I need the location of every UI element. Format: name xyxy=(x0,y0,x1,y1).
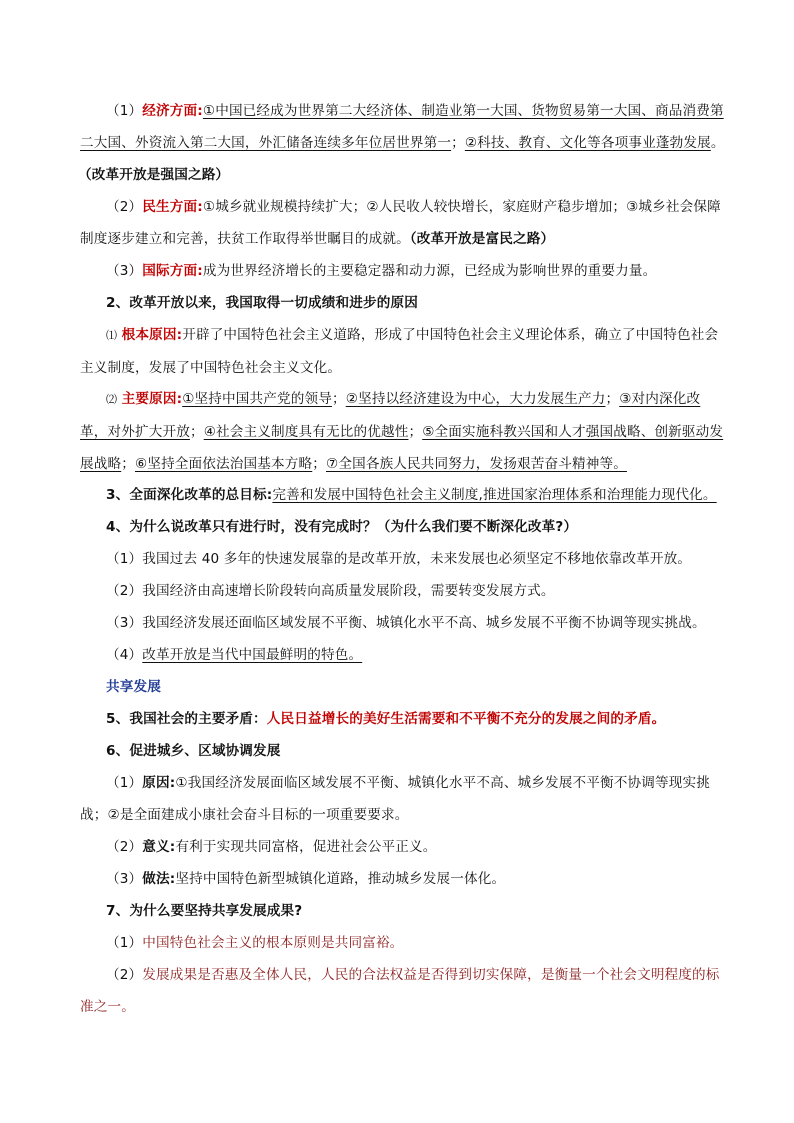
economy-achievement-2: ②科技、教育、文化等各项事业蓬勃发展 xyxy=(464,135,711,151)
item-number: （3） xyxy=(106,615,143,631)
item-label: 原因: xyxy=(142,775,176,791)
heading-4: 4、为什么说改革只有进行时，没有完成时？（为什么我们要不断深化改革?） xyxy=(106,519,578,535)
item-number: （3） xyxy=(106,263,143,279)
cause-item: ④社会主义制度具有无比的优越性 xyxy=(203,424,409,440)
label-main-cause: 主要原因: xyxy=(121,391,183,407)
cause-item: ⑤全面实施科教兴国和人才强国战略、创新驱动发展战略 xyxy=(80,424,724,472)
cause-item: ⑥坚持全面依法治国基本方略 xyxy=(134,456,313,472)
item-number: ⑵ xyxy=(106,393,118,406)
heading-3-text: 完善和发展中国特色社会主义制度,推进国家治理体系和治理能力现代化。 xyxy=(272,487,717,503)
item-text: 我国过去 40 多年的快速发展靠的是改革开放，未来发展也必须坚定不移地依靠改革开放。 xyxy=(142,551,692,567)
root-cause-text: 开辟了中国特色社会主义道路，形成了中国特色社会主义理论体系，确立了中国特色社会主义制度，发展了中国特色社会主义文化。 xyxy=(80,327,719,376)
para-international xyxy=(80,255,726,287)
separator: ； xyxy=(451,135,465,151)
q4-item-4 xyxy=(80,639,726,671)
item-text: 我国经济由高速增长阶段转向高质量发展阶段，需要转变发展方式。 xyxy=(142,583,555,599)
heading-3 xyxy=(80,479,726,511)
cause-item: ①坚持中国共产党的领导 xyxy=(182,391,332,407)
q6-item-1 xyxy=(80,767,726,831)
item-number: （2） xyxy=(106,839,143,855)
item-text: 改革开放是当代中国最鲜明的特色。 xyxy=(142,647,363,663)
separator: ； xyxy=(605,391,620,407)
item-text: 我国经济发展还面临区域发展不平衡、城镇化水平不高、城乡发展不平衡不协调等现实挑战。 xyxy=(142,615,706,631)
item-text: 坚持中国特色新型城镇化道路，推动城乡发展一体化。 xyxy=(175,871,506,887)
item-text: 发展成果是否惠及全体人民，人民的合法权益是否得到切实保障，是衡量一个社会文明程度的标准之一。 xyxy=(80,967,720,1015)
heading-5 xyxy=(80,703,726,735)
para-economy xyxy=(80,95,726,159)
item-number: （1） xyxy=(106,551,143,567)
label-root-cause: 根本原因: xyxy=(121,327,183,343)
heading-6: 6、促进城乡、区域协调发展 xyxy=(106,743,281,759)
cause-item: ②坚持以经济建设为中心，大力发展生产力 xyxy=(345,391,606,407)
item-label: 做法: xyxy=(142,871,176,887)
cause-item: ⑦全国各族人民共同努力，发扬艰苦奋斗精神等。 xyxy=(326,456,627,472)
item-number: （3） xyxy=(106,871,143,887)
q7-item-2 xyxy=(80,959,726,1023)
cause-item: ③对内深化改革，对外扩大开放 xyxy=(80,391,701,440)
item-number: （2） xyxy=(106,967,143,983)
label-international: 国际方面: xyxy=(142,263,203,279)
para-livelihood xyxy=(80,191,726,255)
separator: ； xyxy=(189,424,204,440)
item-text: ①我国经济发展面临区域发展不平衡、城镇化水平不高、城乡发展不平衡不协调等现实挑战；②是全面建成小康社会奋斗目标的一项重要要求。 xyxy=(80,775,710,823)
item-text: 中国特色社会主义的根本原则是共同富裕。 xyxy=(142,935,404,951)
item-number: （2） xyxy=(106,199,143,215)
section-title: 共享发展 xyxy=(106,679,161,695)
item-number: ⑴ xyxy=(106,329,118,342)
q4-item-3 xyxy=(80,607,726,639)
item-number: （1） xyxy=(106,935,143,951)
label-livelihood: 民生方面: xyxy=(142,199,203,215)
livelihood-text: ①城乡就业规模持续扩大；②人民收人较快增长，家庭财产稳步增加；③城乡社会保障制度逐步建立和完善，扶贫工作取得举世瞩目的成就。 xyxy=(80,199,721,247)
separator: ； xyxy=(331,391,346,407)
q6-item-3 xyxy=(80,863,726,895)
separator: ； xyxy=(408,424,423,440)
q4-item-1 xyxy=(80,543,726,575)
heading-7: 7、为什么要坚持共享发展成果? xyxy=(106,903,303,919)
period: 。 xyxy=(710,135,725,151)
note-strong-country: （改革开放是强国之路） xyxy=(78,167,230,183)
heading-5-text: 人民日益增长的美好生活需要和不平衡不充分的发展之间的矛盾。 xyxy=(266,711,666,727)
heading-3-label: 3、全面深化改革的总目标: xyxy=(106,487,273,503)
label-economy: 经济方面: xyxy=(142,103,203,119)
heading-2: 2、改革开放以来，我国取得一切成绩和进步的原因 xyxy=(106,295,418,311)
note-rich-people: （改革开放是富民之路） xyxy=(409,231,555,247)
international-text: 成为世界经济增长的主要稳定器和动力源，已经成为影响世界的重要力量。 xyxy=(202,263,657,279)
para-main-cause xyxy=(80,383,726,480)
item-number: （1） xyxy=(106,775,143,791)
q6-item-2 xyxy=(80,831,726,863)
economy-achievement-1: ①中国已经成为世界第二大经济体、制造业第一大国、货物贸易第一大国、商品消费第二大国、外资流入第二大国，外汇储备连续多年位居世界第一 xyxy=(80,103,724,151)
item-number: （1） xyxy=(106,103,143,119)
heading-5-label: 5、我国社会的主要矛盾： xyxy=(106,711,267,727)
separator: ； xyxy=(121,456,135,472)
item-number: （4） xyxy=(106,647,143,663)
q7-item-1 xyxy=(80,927,726,959)
separator: ； xyxy=(312,456,326,472)
para-root-cause xyxy=(80,319,726,384)
item-label: 意义: xyxy=(142,839,176,855)
item-text: 有利于实现共同富格，促进社会公平正义。 xyxy=(175,839,437,855)
q4-item-2 xyxy=(80,575,726,607)
item-number: （2） xyxy=(106,583,143,599)
